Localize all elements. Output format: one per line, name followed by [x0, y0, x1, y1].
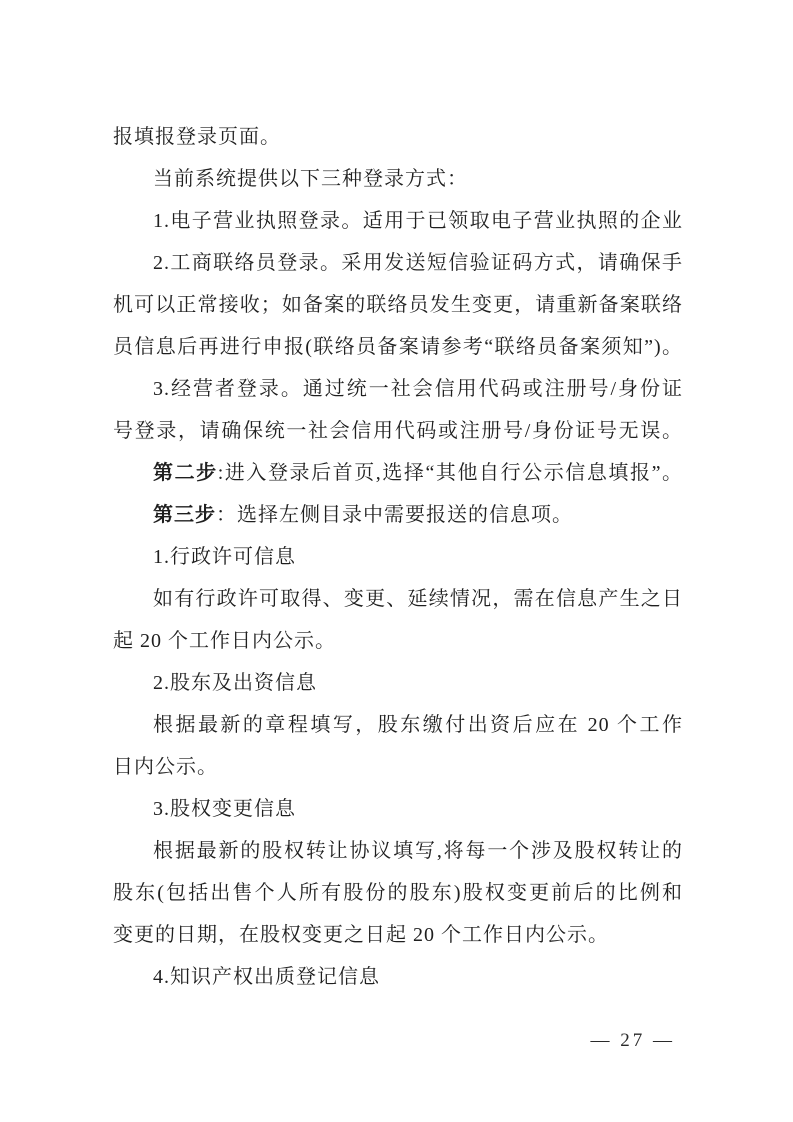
text-line	[113, 914, 683, 956]
text-line	[113, 578, 683, 620]
line-text: 1.电子营业执照登录。适用于已领取电子营业执照的企业	[153, 210, 683, 232]
text-line	[113, 620, 683, 662]
step-label: 第二步	[153, 462, 218, 484]
text-line	[113, 116, 683, 158]
line-text: 3.经营者登录。通过统一社会信用代码或注册号/身份证	[153, 378, 683, 400]
line-text: 根据最新的章程填写，股东缴付出资后应在 20 个工作	[153, 714, 683, 736]
line-text: 1.行政许可信息	[153, 546, 296, 568]
text-line	[113, 242, 683, 284]
text-line	[113, 788, 683, 830]
text-line	[113, 704, 683, 746]
line-text: 如有行政许可取得、变更、延续情况，需在信息产生之日	[153, 588, 683, 610]
line-text: 机可以正常接收；如备案的联络员发生变更，请重新备案联络	[113, 294, 683, 316]
text-line	[113, 536, 683, 578]
text-line	[113, 368, 683, 410]
line-text: 2.工商联络员登录。采用发送短信验证码方式，请确保手	[153, 252, 683, 274]
line-text: 员信息后再进行申报(联络员备案请参考“联络员备案须知”)。	[113, 336, 683, 358]
text-line	[113, 410, 683, 452]
text-line	[113, 200, 683, 242]
text-line	[113, 326, 683, 368]
line-text: 变更的日期，在股权变更之日起 20 个工作日内公示。	[113, 924, 609, 946]
text-line	[113, 956, 683, 998]
line-text: ：选择左侧目录中需要报送的信息项。	[216, 504, 573, 526]
line-text: 根据最新的股权转让协议填写,将每一个涉及股权转让的	[153, 840, 683, 862]
line-text: 报填报登录页面。	[113, 126, 281, 148]
text-line	[113, 872, 683, 914]
line-text: 当前系统提供以下三种登录方式：	[153, 168, 468, 190]
line-text: 日内公示。	[113, 756, 218, 778]
line-text: :进入登录后首页,选择“其他自行公示信息填报”。	[217, 462, 683, 484]
line-text: 股东(包括出售个人所有股份的股东)股权变更前后的比例和	[113, 882, 683, 904]
text-line-step-2	[113, 452, 683, 494]
line-text: 号登录，请确保统一社会信用代码或注册号/身份证号无误。	[113, 420, 683, 442]
line-text: 2.股东及出资信息	[153, 672, 317, 694]
text-line	[113, 158, 683, 200]
text-line	[113, 284, 683, 326]
page-number: — 27 —	[590, 1030, 675, 1051]
line-text: 3.股权变更信息	[153, 798, 296, 820]
document-body-text	[113, 116, 683, 998]
text-line	[113, 830, 683, 872]
line-text: 4.知识产权出质登记信息	[153, 966, 380, 988]
text-line	[113, 746, 683, 788]
step-label: 第三步	[153, 504, 216, 526]
text-line	[113, 662, 683, 704]
line-text: 起 20 个工作日内公示。	[113, 630, 336, 652]
text-line-step-3	[113, 494, 683, 536]
